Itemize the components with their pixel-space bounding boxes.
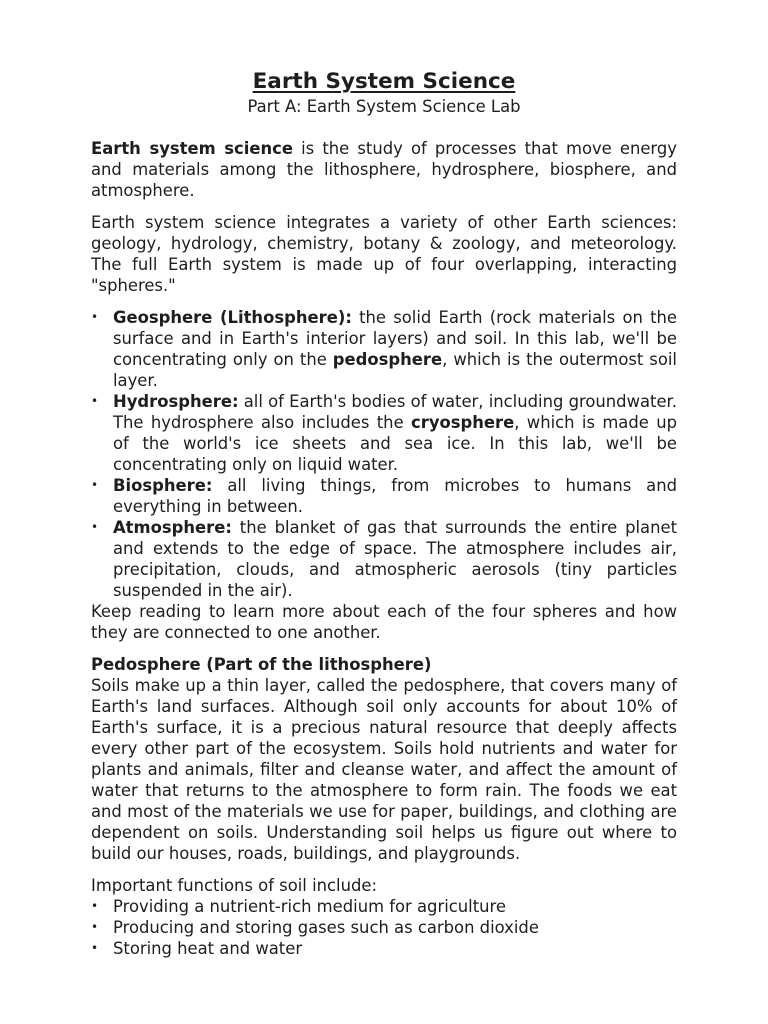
bullet-icon: • <box>91 920 99 934</box>
cryosphere-term: cryosphere <box>411 413 515 432</box>
geosphere-text: the solid Earth (rock materials on the surface and in Earth's interior layers) and soil. In this lab, we'll be concentrating only on the <box>113 308 677 369</box>
function-text: Producing and storing gases such as carbon dioxide <box>113 918 539 937</box>
hydrosphere-text-end: , which is made up of the world's ice sheets and sea ice. In this lab, we'll be concentrating only on liquid water. <box>113 413 677 474</box>
hydrosphere-text: all of Earth's bodies of water, including groundwater. The hydrosphere also includes the <box>113 392 677 432</box>
list-item <box>91 938 677 959</box>
bullet-icon: • <box>91 941 99 955</box>
atmosphere-term: Atmosphere: <box>113 518 232 537</box>
intro-text: is the study of processes that move energy and materials among the lithosphere, hydrosphere, biosphere, and atmosphere. <box>91 139 677 200</box>
function-text: Storing heat and water <box>113 939 303 958</box>
pedosphere-section <box>91 654 677 864</box>
pedosphere-term: pedosphere <box>332 350 443 369</box>
list-item-atmosphere <box>91 517 677 601</box>
function-text: Providing a nutrient-rich medium for agriculture <box>113 897 506 916</box>
spheres-list <box>91 307 677 601</box>
intro-term: Earth system science <box>91 139 294 158</box>
bullet-icon: • <box>91 310 99 324</box>
list-item <box>91 917 677 938</box>
list-item-geosphere <box>91 307 677 391</box>
document-page <box>91 68 677 959</box>
biosphere-term: Biosphere: <box>113 476 213 495</box>
soil-functions-list <box>91 896 677 959</box>
document-title: Earth System Science <box>252 69 516 94</box>
pedosphere-heading: Pedosphere (Part of the lithosphere) <box>91 655 432 674</box>
functions-intro: Important functions of soil include: <box>91 876 377 895</box>
biosphere-text: all living things, from microbes to humans and everything in between. <box>113 476 677 516</box>
keep-reading-paragraph: Keep reading to learn more about each of the four spheres and how they are connected to one another. <box>91 602 677 642</box>
list-item-hydrosphere <box>91 391 677 475</box>
bullet-icon: • <box>91 478 99 492</box>
bullet-icon: • <box>91 899 99 913</box>
document-subtitle: Part A: Earth System Science Lab <box>247 97 521 116</box>
bullet-icon: • <box>91 520 99 534</box>
intro-paragraph <box>91 138 677 201</box>
geosphere-term: Geosphere (Lithosphere): <box>113 308 352 327</box>
atmosphere-text: the blanket of gas that surrounds the entire planet and extends to the edge of space. The atmosphere includes air, precipitation, clouds, and atmospheric aerosols (tiny particles suspended in the air). <box>113 518 677 600</box>
bullet-icon: • <box>91 394 99 408</box>
list-item <box>91 896 677 917</box>
geosphere-text-end: , which is the outermost soil layer. <box>113 350 677 390</box>
integration-paragraph: Earth system science integrates a variety of other Earth sciences: geology, hydrology, chemistry, botany & zoology, and meteorology. The full Earth system is made up of four overlapping, interacting "spheres." <box>91 213 677 295</box>
list-item-biosphere <box>91 475 677 517</box>
hydrosphere-term: Hydrosphere: <box>113 392 239 411</box>
pedosphere-paragraph: Soils make up a thin layer, called the pedosphere, that covers many of Earth's land surfaces. Although soil only accounts for about 10% of Earth's surface, it is a precious natural resource that deeply affects every other part of the ecosystem. Soils hold nutrients and water for plants and animals, filter and cleanse water, and affect the amount of water that returns to the atmosphere to form rain. The foods we eat and most of the materials we use for paper, buildings, and clothing are dependent on soils. Understanding soil helps us figure out where to build our houses, roads, buildings, and playgrounds. <box>91 676 677 863</box>
